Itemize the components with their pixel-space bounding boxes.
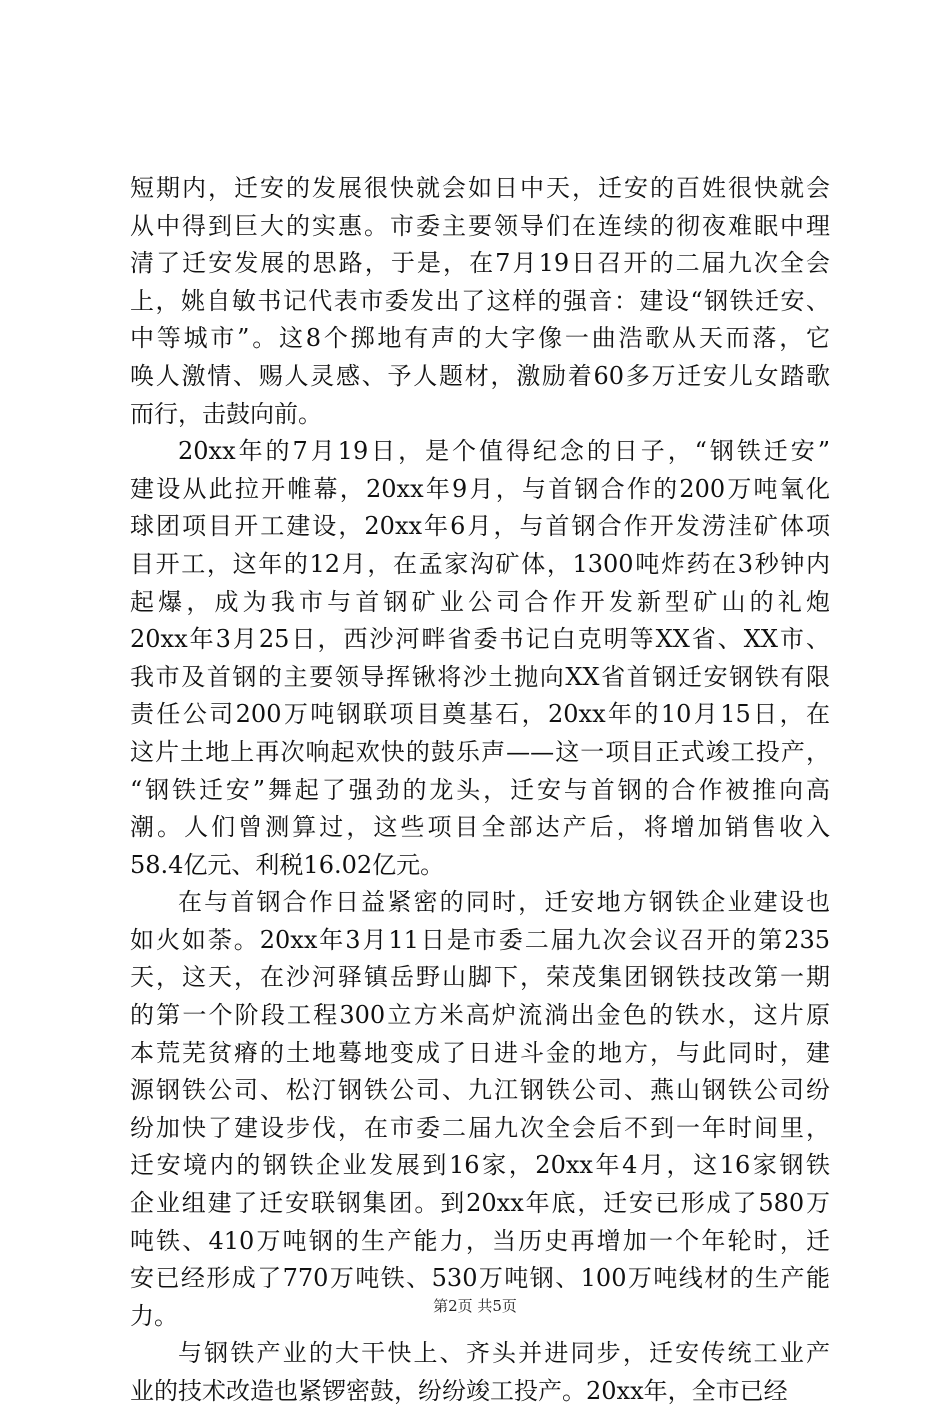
text-line: 中等城市”。这8个掷地有声的大字像一曲浩歌从天而落，它	[130, 324, 830, 353]
text-line: 20xx年3月25日，西沙河畔省委书记白克明等XX省、XX市、	[130, 625, 830, 654]
text-line: 唤人激情、赐人灵感、予人题材，激励着60多万迁安儿女踏歌	[130, 361, 830, 390]
paragraph	[130, 170, 830, 433]
text-line: 与钢铁产业的大干快上、齐头并进同步，迁安传统工业产	[178, 1339, 830, 1368]
paragraph	[130, 433, 830, 884]
text-line: 源钢铁公司、松汀钢铁公司、九江钢铁公司、燕山钢铁公司纷	[130, 1076, 830, 1105]
text-line: 迁安境内的钢铁企业发展到16家，20xx年4月，这16家钢铁	[130, 1151, 830, 1180]
text-line: 上，姚自敏书记代表市委发出了这样的强音：建设“钢铁迁安、	[130, 286, 830, 315]
text-line: 而行，击鼓向前。	[130, 399, 322, 428]
text-line: 20xx年的7月19日，是个值得纪念的日子，“钢铁迁安”	[178, 437, 830, 466]
text-line: 如火如荼。20xx年3月11日是市委二届九次会议召开的第235	[130, 925, 830, 954]
text-line: 目开工，这年的12月，在孟家沟矿体，1300吨炸药在3秒钟内	[130, 549, 830, 578]
text-line: 在与首钢合作日益紧密的同时，迁安地方钢铁企业建设也	[178, 888, 830, 917]
paragraph	[130, 1335, 830, 1410]
document-body	[130, 170, 830, 1411]
text-line: 吨铁、410万吨钢的生产能力，当历史再增加一个年轮时，迁	[130, 1226, 830, 1255]
text-line: 起爆，成为我市与首钢矿业公司合作开发新型矿山的礼炮	[130, 587, 830, 616]
text-line: 业的技术改造也紧锣密鼓，纷纷竣工投产。20xx年，全市已经	[130, 1377, 788, 1405]
text-line: “钢铁迁安”舞起了强劲的龙头，迁安与首钢的合作被推向高	[130, 775, 830, 804]
text-line: 从中得到巨大的实惠。市委主要领导们在连续的彻夜难眠中理	[130, 211, 830, 240]
text-line: 责任公司200万吨钢联项目奠基石，20xx年的10月15日，在	[130, 700, 830, 729]
text-line: 我市及首钢的主要领导挥锹将沙土抛向XX省首钢迁安钢铁有限	[130, 662, 830, 691]
text-line: 这片土地上再次响起欢快的鼓乐声——这一项目正式竣工投产，	[130, 737, 830, 766]
paragraph	[130, 884, 830, 1335]
text-line: 纷加快了建设步伐，在市委二届九次全会后不到一年时间里，	[130, 1113, 830, 1142]
text-line: 的第一个阶段工程300立方米高炉流淌出金色的铁水，这片原	[130, 1001, 830, 1030]
text-line: 球团项目开工建设，20xx年6月，与首钢合作开发涝洼矿体项	[130, 512, 830, 541]
text-line: 短期内，迁安的发展很快就会如日中天，迁安的百姓很快就会	[130, 174, 830, 202]
text-line: 安已经形成了770万吨铁、530万吨钢、100万吨线材的生产能	[130, 1264, 830, 1293]
text-line: 潮。人们曾测算过，这些项目全部达产后，将增加销售收入	[130, 813, 830, 842]
text-line: 建设从此拉开帷幕，20xx年9月，与首钢合作的200万吨氧化	[130, 474, 830, 503]
text-line: 58.4亿元、利税16.02亿元。	[130, 850, 445, 879]
text-line: 清了迁安发展的思路，于是，在7月19日召开的二届九次全会	[130, 249, 830, 278]
text-line: 天，这天，在沙河驿镇岳野山脚下，荣茂集团钢铁技改第一期	[130, 963, 830, 992]
text-line: 本荒芜贫瘠的土地蓦地变成了日进斗金的地方，与此同时，建	[130, 1038, 830, 1067]
page-number-footer: 第2页 共5页	[433, 1297, 517, 1315]
text-line: 企业组建了迁安联钢集团。到20xx年底，迁安已形成了580万	[130, 1189, 830, 1218]
text-line: 力。	[130, 1301, 178, 1330]
